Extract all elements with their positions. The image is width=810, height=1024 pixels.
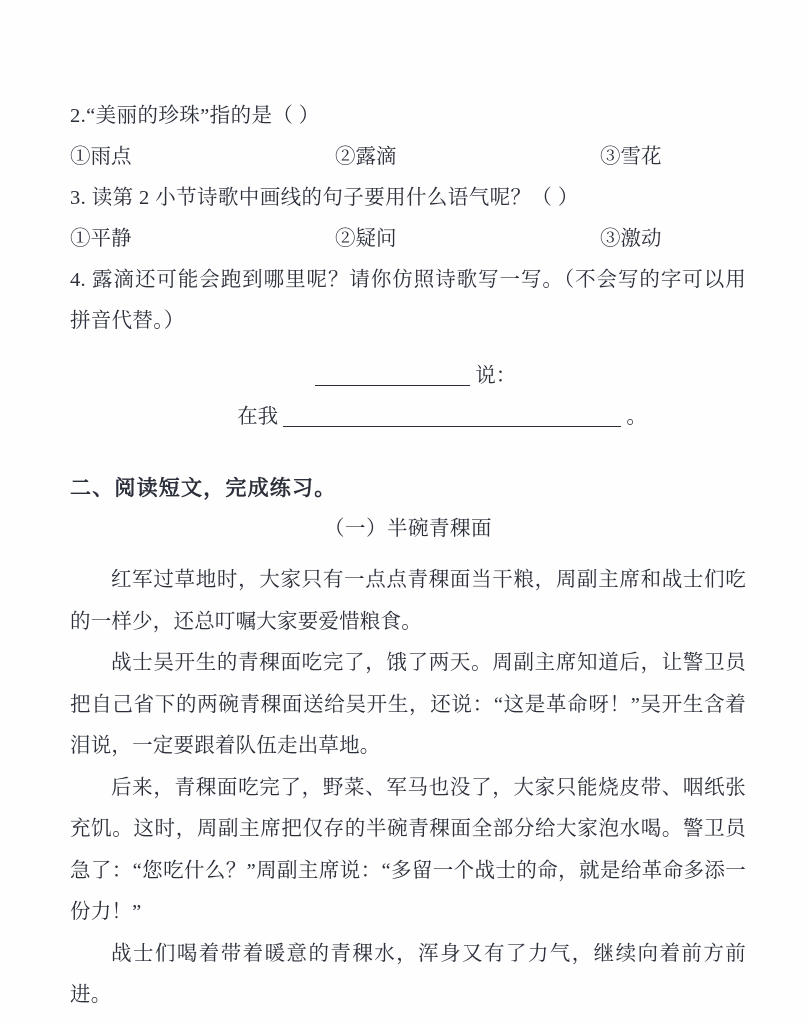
section-heading: 二、阅读短文，完成练习。 bbox=[70, 476, 337, 500]
answer-blank-1[interactable] bbox=[315, 385, 470, 386]
question-3-option-2[interactable]: ②疑问 bbox=[335, 228, 397, 250]
question-2-option-2[interactable]: ②露滴 bbox=[335, 146, 397, 168]
article-paragraph-4: 战士们喝着带着暖意的青稞水，浑身又有了力气，继续向着前方前进。 bbox=[70, 942, 746, 1006]
question-2-stem: 2.“美丽的珍珠”指的是（ ） bbox=[70, 105, 320, 127]
question-2-option-3[interactable]: ③雪花 bbox=[600, 146, 662, 168]
spacer-before-section bbox=[70, 438, 746, 468]
question-3-stem: 3. 读第 2 小节诗歌中画线的句子要用什么语气呢？（ ） bbox=[70, 187, 579, 209]
question-3-options bbox=[70, 219, 746, 260]
question-2-option-1[interactable]: ①雨点 bbox=[70, 146, 132, 168]
article-paragraph-1: 红军过草地时，大家只有一点点青稞面当干粮，周副主席和战士们吃的一样少，还总叮嘱大家要爱惜粮食。 bbox=[70, 569, 746, 633]
answer-blank-2[interactable] bbox=[283, 426, 621, 427]
answer-line-2-prefix: 在我 bbox=[237, 406, 279, 428]
answer-line-1-suffix: 说： bbox=[475, 365, 517, 387]
top-margin-spacer bbox=[70, 0, 746, 96]
question-4-answer-line-1 bbox=[70, 356, 746, 397]
question-2-options bbox=[70, 137, 746, 178]
answer-line-2-suffix: 。 bbox=[626, 406, 647, 428]
article-paragraph-3: 后来，青稞面吃完了，野菜、军马也没了，大家只能烧皮带、咽纸张充饥。这时，周副主席把仅存的半碗青稞面全部分给大家泡水喝。警卫员急了：“您吃什么？”周副主席说：“多留一个战士的命，就是给革命多添一份力！” bbox=[70, 776, 746, 923]
question-3-option-3[interactable]: ③激动 bbox=[600, 228, 662, 250]
article-paragraph-2: 战士吴开生的青稞面吃完了，饿了两天。周副主席知道后，让警卫员把自己省下的两碗青稞面送给吴开生，还说：“这是革命呀！”吴开生含着泪说，一定要跟着队伍走出草地。 bbox=[70, 652, 746, 757]
question-4-stem: 4. 露滴还可能会跑到哪里呢？请你仿照诗歌写一写。（不会写的字可以用拼音代替。） bbox=[70, 269, 746, 332]
spacer-before-answer-lines bbox=[70, 342, 746, 356]
spacer-before-body bbox=[70, 550, 746, 560]
question-4-answer-line-2 bbox=[70, 397, 746, 438]
page-content bbox=[70, 0, 746, 1017]
question-3-option-1[interactable]: ①平静 bbox=[70, 228, 132, 250]
article-title: （一）半碗青稞面 bbox=[324, 518, 492, 540]
